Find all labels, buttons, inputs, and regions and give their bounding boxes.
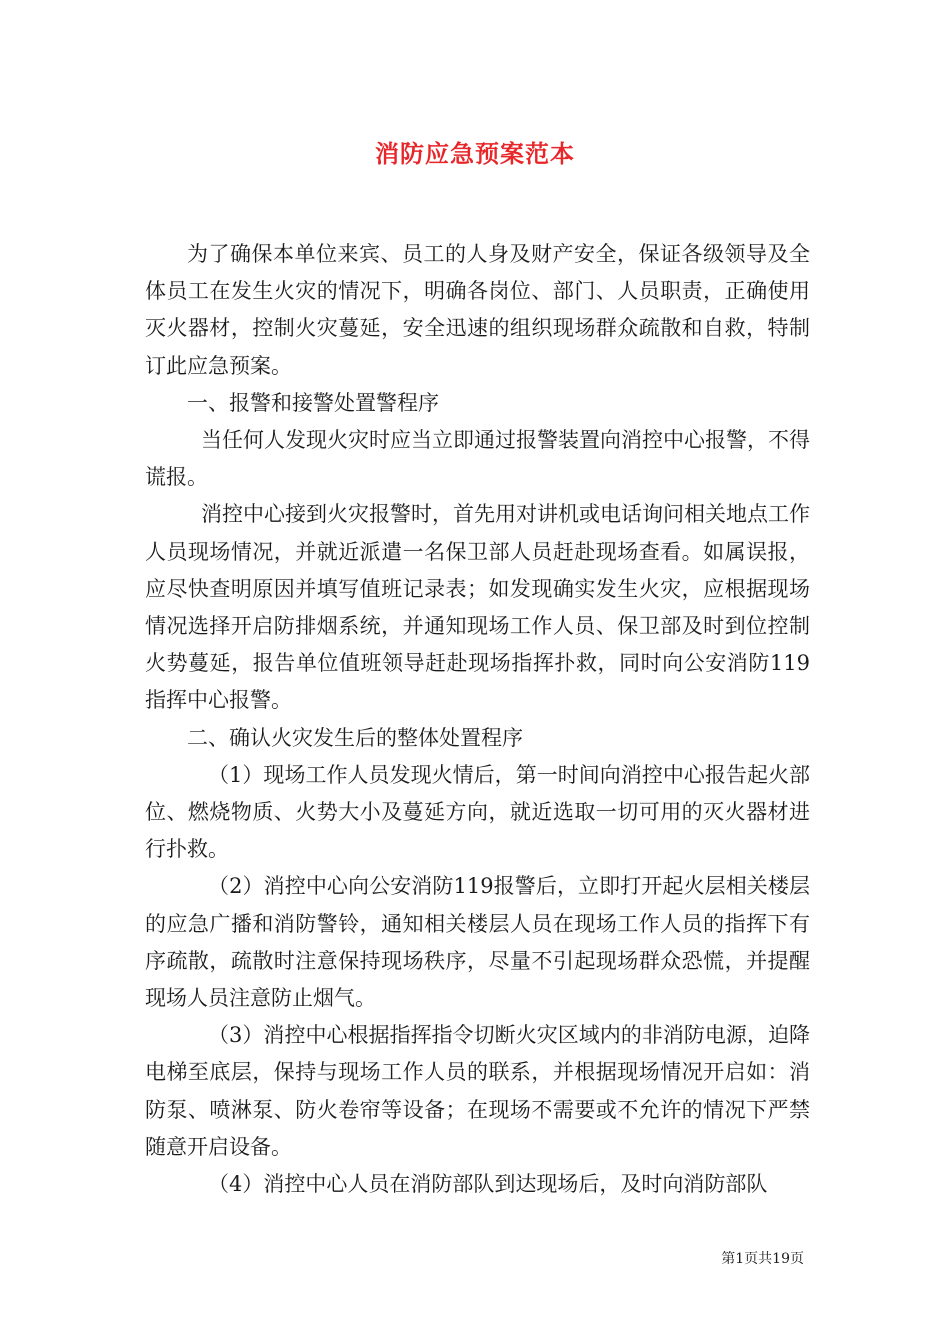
step-4-paragraph: （4）消控中心人员在消防部队到达现场后，及时向消防部队 [208, 1172, 768, 1197]
paragraph-control-center: 消控中心接到火灾报警时，首先用对讲机或电话询问相关地点工作人员现场情况，并就近派遣一名保卫部人员赶赴现场查看。如属误报，应尽快查明原因并填写值班记录表；如发现确实发生火灾，应根据现场情况选择开启防排烟系统，并通知现场工作人员、保卫部及时到位控制火势蔓延，报告单位值班领导赶赴现场指挥扑救，同时向公安消防119指挥中心报警。 [145, 502, 810, 713]
step-2-paragraph: （2）消控中心向公安消防119报警后，立即打开起火层相关楼层的应急广播和消防警铃，通知相关楼层人员在现场工作人员的指挥下有序疏散，疏散时注意保持现场秩序，尽量不引起现场群众恐慌，并提醒现场人员注意防止烟气。 [145, 874, 810, 1011]
step-1-paragraph: （1）现场工作人员发现火情后，第一时间向消控中心报告起火部位、燃烧物质、火势大小及蔓延方向，就近选取一切可用的灭火器材进行扑救。 [145, 762, 810, 862]
paragraph-report: 当任何人发现火灾时应当立即通过报警装置向消控中心报警，不得谎报。 [145, 428, 810, 490]
section-heading-1: 一、报警和接警处置警程序 [187, 390, 439, 415]
step-3-paragraph: （3）消控中心根据指挥指令切断火灾区域内的非消防电源，迫降电梯至底层，保持与现场工作人员的联系，并根据现场情况开启如：消防泵、喷淋泵、防火卷帘等设备；在现场不需要或不允许的情况下严禁随意开启设备。 [145, 1023, 810, 1159]
page-number-footer: 第1页共19页 [721, 1251, 804, 1267]
intro-paragraph: 为了确保本单位来宾、员工的人身及财产安全，保证各级领导及全体员工在发生火灾的情况下，明确各岗位、部门、人员职责，正确使用灭火器材，控制火灾蔓延，安全迅速的组织现场群众疏散和自救，特制订此应急预案。 [145, 242, 810, 378]
document-body [145, 236, 810, 1203]
section-heading-2: 二、确认火灾发生后的整体处置程序 [187, 725, 523, 750]
document-title: 消防应急预案范本 [375, 139, 575, 168]
